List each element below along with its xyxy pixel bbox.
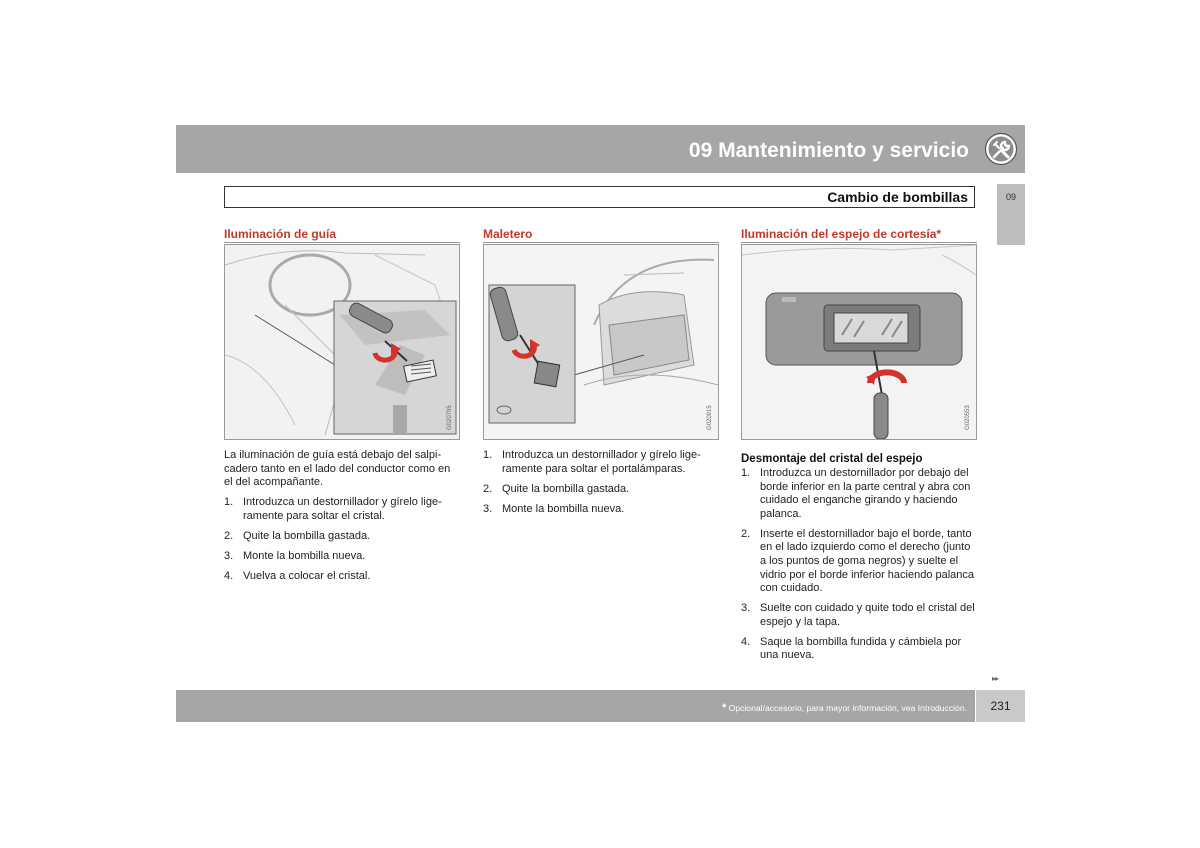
list-item: 1. Introduzca un destornillador y gírelo ligeramente para soltar el cristal. [224, 496, 442, 522]
footer-note-text: Opcional/accesorio, para mayor información, vea Introducción. [726, 703, 967, 713]
list-item: 1. Introduzca un destornillador y gírelo ligeramente para soltar el portalámparas. [483, 449, 701, 475]
column-1-rule [224, 242, 460, 243]
section-title-box [224, 186, 975, 208]
column-1-intro: La iluminación de guía está debajo del salpicadero tanto en el lado del conductor como en el del acompañante. [224, 449, 451, 489]
column-2-steps [483, 449, 719, 523]
column-3-steps [741, 467, 979, 669]
list-item: 2. Inserte el destornillador bajo el borde, tanto en el lado izquierdo como el derecho (junto a los puntos de goma negros) y suelte el vidrio por el borde inferior haciendo palanca con cuidado. [741, 527, 975, 595]
list-item: 3. Suelte con cuidado y quite todo el cristal del espejo y la tapa. [741, 602, 975, 628]
figure-1-code: G020795 [447, 405, 453, 430]
column-1-heading: Iluminación de guía [224, 227, 337, 241]
column-3-rule [741, 242, 977, 243]
section-title: Cambio de bombillas [827, 189, 968, 205]
vanity-mirror-figure [741, 244, 977, 440]
column-3-subheading: Desmontaje del cristal del espejo [741, 453, 923, 465]
list-item: 4. Saque la bombilla fundida y cámbiela por una nueva. [741, 635, 962, 662]
list-item: 2. Quite la bombilla gastada. [224, 529, 371, 542]
column-3-heading: Iluminación del espejo de cortesía* [741, 227, 942, 241]
chapter-header-bar [176, 125, 1025, 173]
wrench-icon [984, 132, 1018, 166]
trunk-light-figure [483, 244, 719, 440]
list-item: 1. Introduzca un destornillador por debajo del borde inferior en la parte central y abra con cuidado el enganche girando y haciendo palanca. [741, 467, 971, 520]
chapter-title: 09 Mantenimiento y servicio [688, 139, 969, 162]
page-number-box [976, 690, 1025, 722]
list-item: 3. Monte la bombilla nueva. [483, 502, 625, 515]
chapter-tab-label: 09 [1005, 192, 1016, 202]
list-item: 2. Quite la bombilla gastada. [483, 482, 630, 495]
column-2-heading: Maletero [483, 227, 533, 241]
footer-note [722, 690, 967, 726]
continue-marker: ▸▸ [992, 674, 999, 683]
footer-asterisk: * [721, 702, 727, 714]
guide-light-figure [224, 244, 460, 440]
chapter-tab [997, 184, 1025, 245]
column-1-steps [224, 496, 460, 590]
figure-3-code: G020553 [965, 405, 971, 430]
figure-2-code: G020915 [707, 405, 713, 430]
footer-bar [176, 690, 975, 722]
page-number: 231 [990, 699, 1011, 713]
column-2-rule [483, 242, 719, 243]
list-item: 3. Monte la bombilla nueva. [224, 549, 366, 562]
list-item: 4. Vuelva a colocar el cristal. [224, 569, 371, 582]
